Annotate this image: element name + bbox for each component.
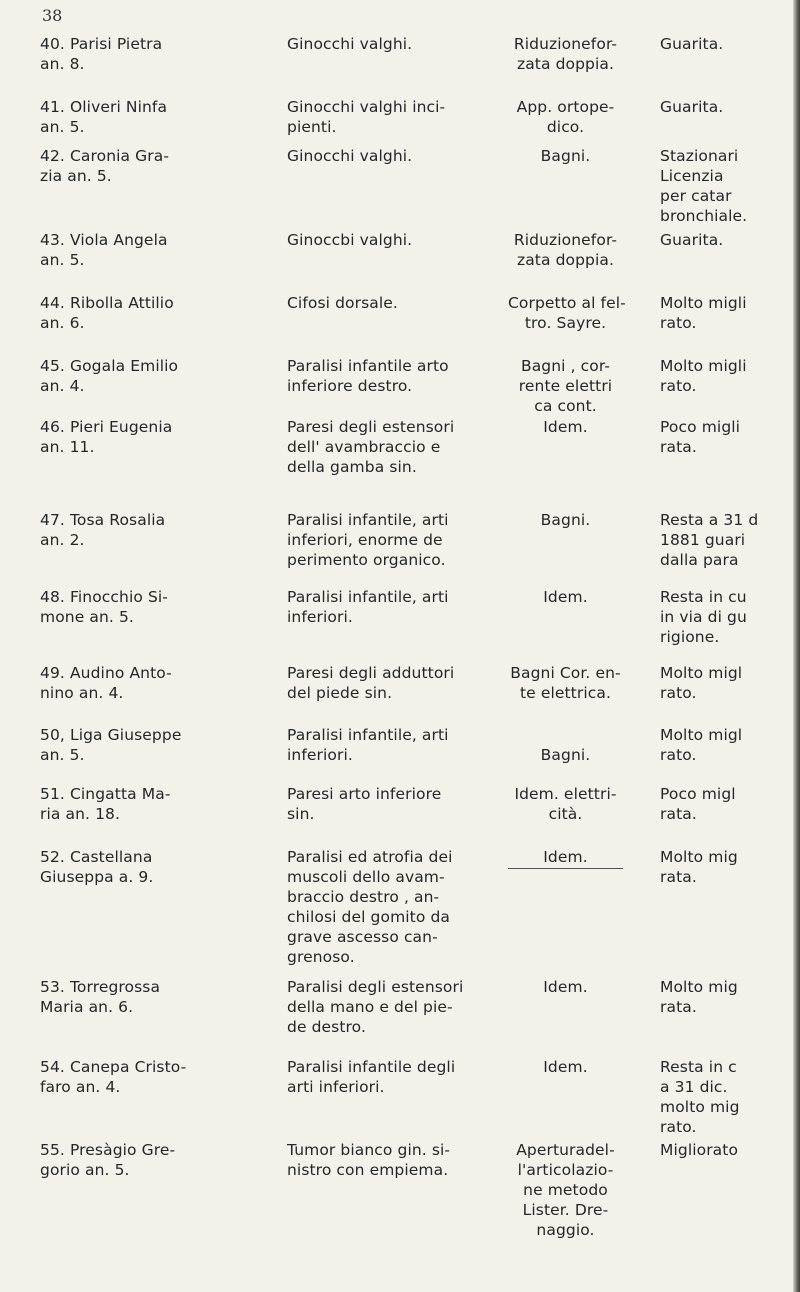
treatment-cell [508, 417, 623, 437]
outcome-line: Migliorato [660, 1141, 739, 1159]
diagnosis-line: Tumor bianco gin. si- [287, 1141, 451, 1159]
diagnosis-line: Ginoccbi valghi. [287, 231, 413, 249]
diagnosis-line: nistro con empiema. [287, 1161, 449, 1179]
diagnosis-line: de destro. [287, 1018, 366, 1036]
patient-name-line: nino an. 4. [40, 684, 124, 702]
diagnosis-line: inferiori. [287, 608, 353, 626]
diagnosis-cell [287, 725, 502, 765]
diagnosis-line: della mano e del pie- [287, 998, 453, 1016]
diagnosis-cell [287, 977, 502, 1037]
treatment-line: naggio. [536, 1221, 595, 1239]
treatment-cell [508, 356, 623, 416]
patient-name-cell [40, 847, 240, 887]
diagnosis-line: grenoso. [287, 948, 355, 966]
outcome-line: rato. [660, 377, 697, 395]
diagnosis-line: del piede sin. [287, 684, 393, 702]
treatment-cell [508, 1057, 623, 1077]
diagnosis-line: della gamba sin. [287, 458, 417, 476]
treatment-line: Riduzionefor- [513, 231, 618, 249]
outcome-line: rata. [660, 868, 697, 886]
treatment-line: zata doppia. [516, 55, 615, 73]
outcome-line: Molto migl [660, 726, 743, 744]
diagnosis-line: grave ascesso can- [287, 928, 438, 946]
patient-name-cell [40, 417, 240, 457]
diagnosis-line: Ginocchi valghi. [287, 35, 413, 53]
treatment-cell [508, 293, 626, 333]
outcome-line: in via di gu [660, 608, 747, 626]
outcome-cell [660, 847, 795, 887]
diagnosis-line: muscoli dello avam- [287, 868, 445, 886]
outcome-cell [660, 784, 795, 824]
diagnosis-line: inferiori. [287, 746, 353, 764]
patient-name-cell [40, 977, 240, 1017]
patient-name-cell [40, 510, 240, 550]
patient-name-cell [40, 1140, 240, 1180]
treatment-line: tro. Sayre. [524, 314, 607, 332]
patient-name-cell [40, 587, 240, 627]
outcome-line: rata. [660, 998, 697, 1016]
diagnosis-line: braccio destro , an- [287, 888, 440, 906]
treatment-line: Idem. [543, 978, 588, 996]
patient-name-cell [40, 34, 240, 74]
treatment-cell [508, 725, 623, 765]
diagnosis-line: Paresi arto inferiore [287, 785, 442, 803]
outcome-line: dalla para [660, 551, 739, 569]
patient-name-line: 43. Viola Angela [40, 231, 168, 249]
diagnosis-cell [287, 510, 502, 570]
diagnosis-line: Paralisi infantile, arti [287, 726, 449, 744]
diagnosis-cell [287, 34, 502, 54]
diagnosis-cell [287, 587, 502, 627]
outcome-line: bronchiale. [660, 207, 748, 225]
patient-name-line: 52. Castellana [40, 848, 153, 866]
patient-name-line: 47. Tosa Rosalia [40, 511, 166, 529]
diagnosis-line: inferiore destro. [287, 377, 413, 395]
treatment-line: Idem. [543, 588, 588, 606]
outcome-cell [660, 1057, 795, 1137]
diagnosis-cell [287, 784, 502, 824]
diagnosis-cell [287, 1140, 502, 1180]
patient-name-line: an. 11. [40, 438, 95, 456]
treatment-cell [508, 510, 623, 530]
patient-name-line: mone an. 5. [40, 608, 134, 626]
treatment-line: Bagni , cor- [520, 357, 611, 375]
treatment-line: l'articolazio- [517, 1161, 614, 1179]
outcome-cell [660, 663, 795, 703]
patient-name-line: 49. Audino Anto- [40, 664, 172, 682]
patient-name-line: 45. Gogala Emilio [40, 357, 179, 375]
outcome-line: rato. [660, 684, 697, 702]
outcome-cell [660, 977, 795, 1017]
outcome-line: Molto migli [660, 294, 747, 312]
patient-name-line: an. 5. [40, 118, 85, 136]
treatment-cell [508, 847, 623, 867]
outcome-cell [660, 146, 795, 226]
patient-name-cell [40, 784, 240, 824]
outcome-line: rato. [660, 1118, 697, 1136]
diagnosis-line: Cifosi dorsale. [287, 294, 398, 312]
outcome-line: Resta a 31 d [660, 511, 759, 529]
treatment-cell [508, 146, 623, 166]
outcome-line: Licenzia [660, 167, 724, 185]
treatment-line: cità. [548, 805, 583, 823]
treatment-cell [508, 663, 623, 703]
treatment-line: Lister. Dre- [522, 1201, 609, 1219]
outcome-line: rata. [660, 805, 697, 823]
patient-name-cell [40, 97, 240, 137]
outcome-line: a 31 dic. [660, 1078, 728, 1096]
patient-name-cell [40, 356, 240, 396]
treatment-line: Bagni. [540, 746, 591, 764]
treatment-cell [508, 784, 623, 824]
diagnosis-line: sin. [287, 805, 315, 823]
outcome-line: rata. [660, 438, 697, 456]
outcome-line: Molto migl [660, 664, 743, 682]
treatment-line: Bagni Cor. en- [510, 664, 621, 682]
outcome-line: 1881 guari [660, 531, 746, 549]
outcome-line: Guarita. [660, 35, 724, 53]
diagnosis-cell [287, 1057, 502, 1097]
diagnosis-line: Paralisi infantile degli [287, 1058, 456, 1076]
outcome-cell [660, 293, 795, 333]
outcome-cell [660, 725, 795, 765]
outcome-line: Molto mig [660, 848, 738, 866]
diagnosis-cell [287, 97, 502, 137]
patient-name-cell [40, 230, 240, 270]
diagnosis-line: Ginocchi valghi. [287, 147, 413, 165]
page-number: 38 [42, 6, 63, 25]
patient-name-cell [40, 1057, 240, 1097]
diagnosis-line: inferiori, enorme de [287, 531, 443, 549]
treatment-line: Idem. [543, 418, 588, 436]
diagnosis-line: Paralisi degli estensori [287, 978, 464, 996]
patient-name-line: 51. Cingatta Ma- [40, 785, 171, 803]
patient-name-line: an. 4. [40, 377, 85, 395]
patient-name-line: 46. Pieri Eugenia [40, 418, 173, 436]
patient-name-cell [40, 146, 240, 186]
outcome-cell [660, 230, 795, 250]
outcome-line: Poco migli [660, 418, 741, 436]
treatment-line [508, 725, 623, 745]
treatment-line: Aperturadel- [516, 1141, 615, 1159]
diagnosis-cell [287, 417, 502, 477]
outcome-line: Resta in cu [660, 588, 747, 606]
patient-name-line: 42. Caronia Gra- [40, 147, 170, 165]
patient-name-line: an. 2. [40, 531, 85, 549]
diagnosis-line: Paralisi infantile, arti [287, 588, 449, 606]
column-divider [508, 868, 623, 869]
outcome-line: Molto migli [660, 357, 747, 375]
outcome-line: rigione. [660, 628, 720, 646]
patient-name-line: 50, Liga Giuseppe [40, 726, 182, 744]
treatment-line: Idem. elettri- [514, 785, 617, 803]
patient-name-cell [40, 663, 240, 703]
patient-name-line: an. 8. [40, 55, 85, 73]
outcome-cell [660, 587, 795, 647]
treatment-line: Riduzionefor- [513, 35, 618, 53]
diagnosis-cell [287, 847, 502, 967]
outcome-line: Guarita. [660, 231, 724, 249]
patient-name-line: 48. Finocchio Si- [40, 588, 169, 606]
diagnosis-line: dell' avambraccio e [287, 438, 441, 456]
outcome-line: Molto mig [660, 978, 738, 996]
treatment-cell [508, 1140, 623, 1240]
patient-name-line: 40. Parisi Pietra [40, 35, 163, 53]
patient-name-line: Giuseppa a. 9. [40, 868, 154, 886]
diagnosis-line: Paralisi ed atrofia dei [287, 848, 453, 866]
patient-name-line: Maria an. 6. [40, 998, 134, 1016]
diagnosis-line: Paresi degli estensori [287, 418, 455, 436]
diagnosis-cell [287, 146, 502, 166]
patient-name-line: ria an. 18. [40, 805, 121, 823]
patient-name-line: an. 6. [40, 314, 85, 332]
treatment-line: Idem. [543, 848, 588, 866]
treatment-line: dico. [546, 118, 585, 136]
treatment-cell [508, 977, 623, 997]
treatment-line: Bagni. [540, 511, 591, 529]
treatment-line: ca cont. [534, 397, 597, 415]
diagnosis-line: Paresi degli adduttori [287, 664, 455, 682]
treatment-cell [508, 230, 623, 270]
patient-name-line: zia an. 5. [40, 167, 112, 185]
treatment-line: Bagni. [540, 147, 591, 165]
patient-name-line: 41. Oliveri Ninfa [40, 98, 168, 116]
diagnosis-line: Ginocchi valghi inci- [287, 98, 446, 116]
diagnosis-line: perimento organico. [287, 551, 446, 569]
patient-name-line: an. 5. [40, 251, 85, 269]
diagnosis-line: Paralisi infantile arto [287, 357, 449, 375]
outcome-cell [660, 510, 795, 570]
diagnosis-cell [287, 356, 502, 396]
patient-name-line: 44. Ribolla Attilio [40, 294, 174, 312]
treatment-cell [508, 587, 623, 607]
outcome-line: Guarita. [660, 98, 724, 116]
diagnosis-line: Paralisi infantile, arti [287, 511, 449, 529]
outcome-cell [660, 1140, 795, 1160]
diagnosis-line: arti inferiori. [287, 1078, 385, 1096]
outcome-line: molto mig [660, 1098, 740, 1116]
patient-name-line: 55. Presàgio Gre- [40, 1141, 176, 1159]
patient-name-line: faro an. 4. [40, 1078, 121, 1096]
outcome-line: Resta in c [660, 1058, 737, 1076]
diagnosis-line: chilosi del gomito da [287, 908, 451, 926]
outcome-line: per catar [660, 187, 732, 205]
patient-name-cell [40, 725, 240, 765]
treatment-line: Idem. [543, 1058, 588, 1076]
outcome-line: Poco migl [660, 785, 736, 803]
treatment-line: Corpetto al fel- [508, 294, 626, 312]
outcome-line: rato. [660, 746, 697, 764]
patient-name-line: 53. Torregrossa [40, 978, 161, 996]
diagnosis-line: pienti. [287, 118, 337, 136]
outcome-line: Stazionari [660, 147, 739, 165]
outcome-line: rato. [660, 314, 697, 332]
treatment-line: te elettrica. [519, 684, 611, 702]
outcome-cell [660, 97, 795, 117]
diagnosis-cell [287, 230, 502, 250]
outcome-cell [660, 34, 795, 54]
patient-name-cell [40, 293, 240, 333]
treatment-line: ne metodo [523, 1181, 608, 1199]
treatment-line: zata doppia. [516, 251, 615, 269]
treatment-cell [508, 97, 623, 137]
patient-name-line: an. 5. [40, 746, 85, 764]
patient-name-line: 54. Canepa Cristo- [40, 1058, 187, 1076]
diagnosis-cell [287, 663, 502, 703]
page-edge-shadow [793, 0, 800, 1292]
treatment-cell [508, 34, 623, 74]
treatment-line: rente elettri [518, 377, 613, 395]
diagnosis-cell [287, 293, 502, 313]
outcome-cell [660, 356, 795, 396]
treatment-line: App. ortope- [516, 98, 615, 116]
patient-name-line: gorio an. 5. [40, 1161, 130, 1179]
outcome-cell [660, 417, 795, 457]
